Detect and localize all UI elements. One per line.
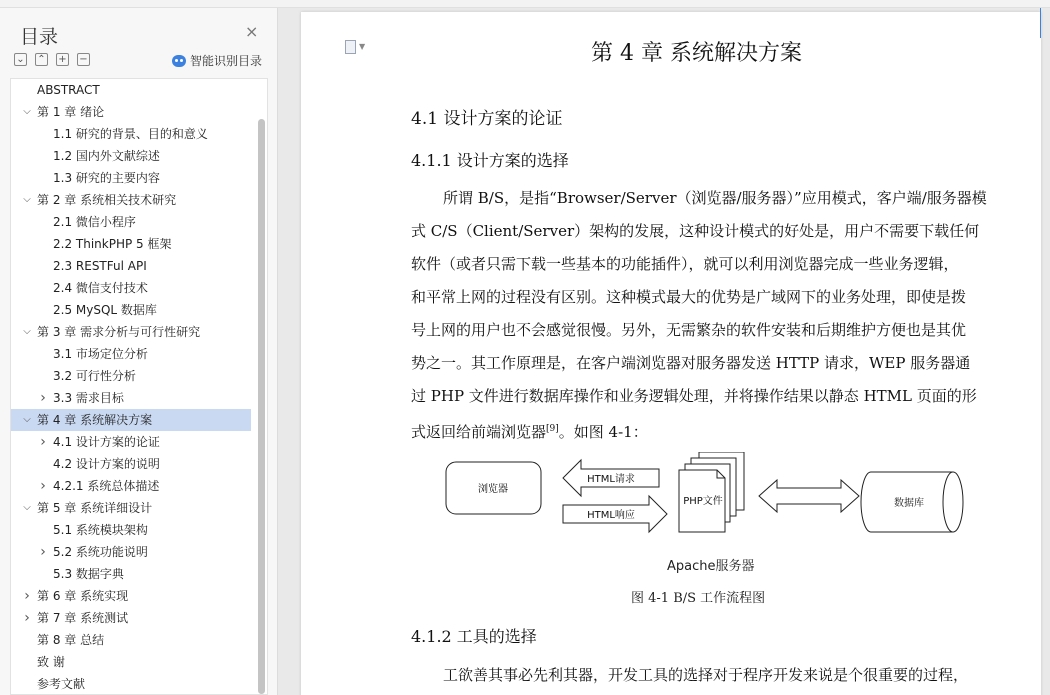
toc-item-label: 2.2 ThinkPHP 5 框架 (53, 237, 172, 251)
expand-down-button[interactable]: ⌄ (14, 53, 27, 66)
para-line: 所谓 B/S，是指“Browser/Server（浏览器/服务器）”应用模式，客户端/服务器模 (443, 189, 987, 207)
subsection-heading: 4.1.1 设计方案的选择 (411, 151, 569, 170)
bs-workflow-diagram (441, 452, 971, 552)
toc-item[interactable] (11, 343, 251, 365)
toc-item-label: 参考文献 (37, 677, 86, 691)
toc-item-label: 3.2 可行性分析 (53, 369, 136, 383)
toc-item[interactable] (11, 563, 251, 585)
para-text: 式返回给前端浏览器 (411, 423, 547, 441)
toc-item[interactable] (11, 101, 251, 123)
subsection-heading: 4.1.2 工具的选择 (411, 627, 537, 646)
toc-item-label: 5.3 数据字典 (53, 567, 124, 581)
toc-item[interactable] (11, 299, 251, 321)
toc-item-label: 4.2 设计方案的说明 (53, 457, 160, 471)
toc-item[interactable] (11, 453, 251, 475)
toc-item-label: 1.1 研究的背景、目的和意义 (53, 127, 208, 141)
toc-item-label: 第 8 章 总结 (37, 633, 105, 647)
cursor-marker (1040, 8, 1041, 38)
toc-item-label: 第 1 章 绪论 (37, 105, 105, 119)
expand-all-button[interactable]: + (56, 53, 69, 66)
top-toolbar-strip (0, 0, 1050, 8)
page-menu-icon[interactable]: ▼ (345, 40, 367, 56)
toc-item-label: 1.3 研究的主要内容 (53, 171, 160, 185)
response-label: HTML响应 (587, 510, 635, 521)
bidirectional-arrow (759, 480, 859, 512)
document-area (279, 8, 1050, 695)
toc-item-label: 5.2 系统功能说明 (53, 545, 148, 559)
toc-item[interactable] (11, 519, 251, 541)
toc-item[interactable] (11, 233, 251, 255)
toc-item-label: 1.2 国内外文献综述 (53, 149, 160, 163)
toc-item[interactable] (11, 387, 251, 409)
toc-item[interactable] (11, 585, 251, 607)
para-line: 软件（或者只需下载一些基本的功能插件），就可以利用浏览器完成一些业务逻辑， (411, 255, 959, 273)
body-paragraph: 工欲善其事必先利其器，开发工具的选择对于程序开发来说是个很重要的过程， (443, 666, 969, 684)
para-line: 过 PHP 文件进行数据库操作和业务逻辑处理，并将操作结果以静态 HTML 页面的形 (411, 387, 977, 405)
toc-item[interactable] (11, 673, 251, 695)
smart-recognize-label: 智能识别目录 (190, 54, 263, 68)
chevron-right-icon[interactable]: › (40, 544, 46, 560)
toc-tools (14, 53, 90, 66)
toc-item-label: 第 5 章 系统详细设计 (37, 501, 153, 515)
chevron-right-icon[interactable]: › (40, 390, 46, 406)
toc-item-label: 4.1 设计方案的论证 (53, 435, 160, 449)
toc-item[interactable] (11, 475, 251, 497)
toc-item[interactable] (11, 651, 251, 673)
toc-item[interactable] (11, 79, 251, 101)
toc-item[interactable] (11, 541, 251, 563)
toc-item[interactable] (11, 431, 251, 453)
para-line: 号上网的用户也不会感觉很慢。另外，无需繁杂的软件安装和后期维护方便也是其优 (411, 321, 967, 339)
toc-item-label: 5.1 系统模块架构 (53, 523, 148, 537)
para-text: 。如图 4-1： (558, 423, 648, 441)
chevron-down-icon[interactable]: ⌵ (23, 502, 31, 513)
toc-item[interactable] (11, 167, 251, 189)
smart-recognize-toc-button[interactable] (172, 52, 262, 69)
toc-scrollbar-thumb[interactable] (258, 119, 265, 694)
toc-panel (10, 78, 268, 695)
toc-item-label: 2.3 RESTFul API (53, 259, 147, 273)
toc-item[interactable] (11, 607, 251, 629)
document-page (301, 12, 1041, 695)
browser-label: 浏览器 (478, 484, 508, 495)
toc-item-label: 3.1 市场定位分析 (53, 347, 148, 361)
toc-item-label: ABSTRACT (37, 83, 100, 97)
toc-item[interactable] (11, 255, 251, 277)
toc-item-label: 第 7 章 系统测试 (37, 611, 129, 625)
toc-item[interactable] (11, 321, 251, 343)
toc-item[interactable] (11, 497, 251, 519)
toc-item-label: 2.1 微信小程序 (53, 215, 136, 229)
chevron-right-icon[interactable]: › (24, 588, 30, 604)
para-line (411, 413, 997, 446)
toc-item[interactable] (11, 409, 251, 431)
chevron-right-icon[interactable]: › (24, 610, 30, 626)
toc-item[interactable] (11, 211, 251, 233)
chevron-down-icon[interactable]: ⌵ (23, 194, 31, 205)
citation-ref[interactable]: [9] (546, 424, 559, 434)
close-icon[interactable]: × (245, 22, 259, 41)
toc-item[interactable] (11, 277, 251, 299)
request-label: HTML请求 (587, 474, 635, 485)
toc-item-label: 2.5 MySQL 数据库 (53, 303, 157, 317)
server-label: Apache服务器 (667, 559, 755, 574)
toc-item-label: 4.2.1 系统总体描述 (53, 479, 160, 493)
toc-item-label: 3.3 需求目标 (53, 391, 124, 405)
toc-item-label: 第 6 章 系统实现 (37, 589, 129, 603)
para-line: 势之一。其工作原理是，在客户端浏览器对服务器发送 HTTP 请求，WEP 服务器通 (411, 354, 971, 372)
toc-item[interactable] (11, 629, 251, 651)
para-line: 式 C/S（Client/Server）架构的发展，这种设计模式的好处是，用户不需要下载任何 (411, 222, 980, 240)
chapter-title: 第 4 章 系统解决方案 (591, 41, 802, 66)
toc-item[interactable] (11, 189, 251, 211)
chevron-down-icon[interactable]: ⌵ (23, 414, 31, 425)
toc-item[interactable] (11, 365, 251, 387)
chevron-right-icon[interactable]: › (40, 478, 46, 494)
toc-item-label: 2.4 微信支付技术 (53, 281, 148, 295)
database-label: 数据库 (894, 498, 924, 509)
para-line: 和平常上网的过程没有区别。这种模式最大的优势是广域网下的业务处理，即使是拨 (411, 288, 967, 306)
toc-item-label: 第 2 章 系统相关技术研究 (37, 193, 177, 207)
toc-item[interactable] (11, 123, 251, 145)
php-file-label: PHP文件 (683, 496, 723, 507)
toc-scrollbar[interactable] (258, 119, 265, 694)
section-heading: 4.1 设计方案的论证 (411, 109, 563, 129)
chevron-right-icon[interactable]: › (40, 434, 46, 450)
collapse-up-button[interactable]: ⌃ (35, 53, 48, 66)
sidebar-title: 目录 (20, 26, 59, 48)
toc-item[interactable] (11, 145, 251, 167)
ai-robot-icon (172, 55, 186, 67)
figure-caption: 图 4-1 B/S 工作流程图 (631, 591, 766, 606)
body-paragraph (411, 182, 997, 446)
toc-sidebar (0, 8, 278, 695)
collapse-all-button[interactable]: − (77, 53, 90, 66)
toc-list (11, 79, 251, 695)
toc-item-label: 第 4 章 系统解决方案 (37, 413, 153, 427)
chevron-down-icon[interactable]: ⌵ (23, 106, 31, 117)
toc-item-label: 致 谢 (37, 655, 65, 669)
toc-item-label: 第 3 章 需求分析与可行性研究 (37, 325, 201, 339)
chevron-down-icon[interactable]: ⌵ (23, 326, 31, 337)
